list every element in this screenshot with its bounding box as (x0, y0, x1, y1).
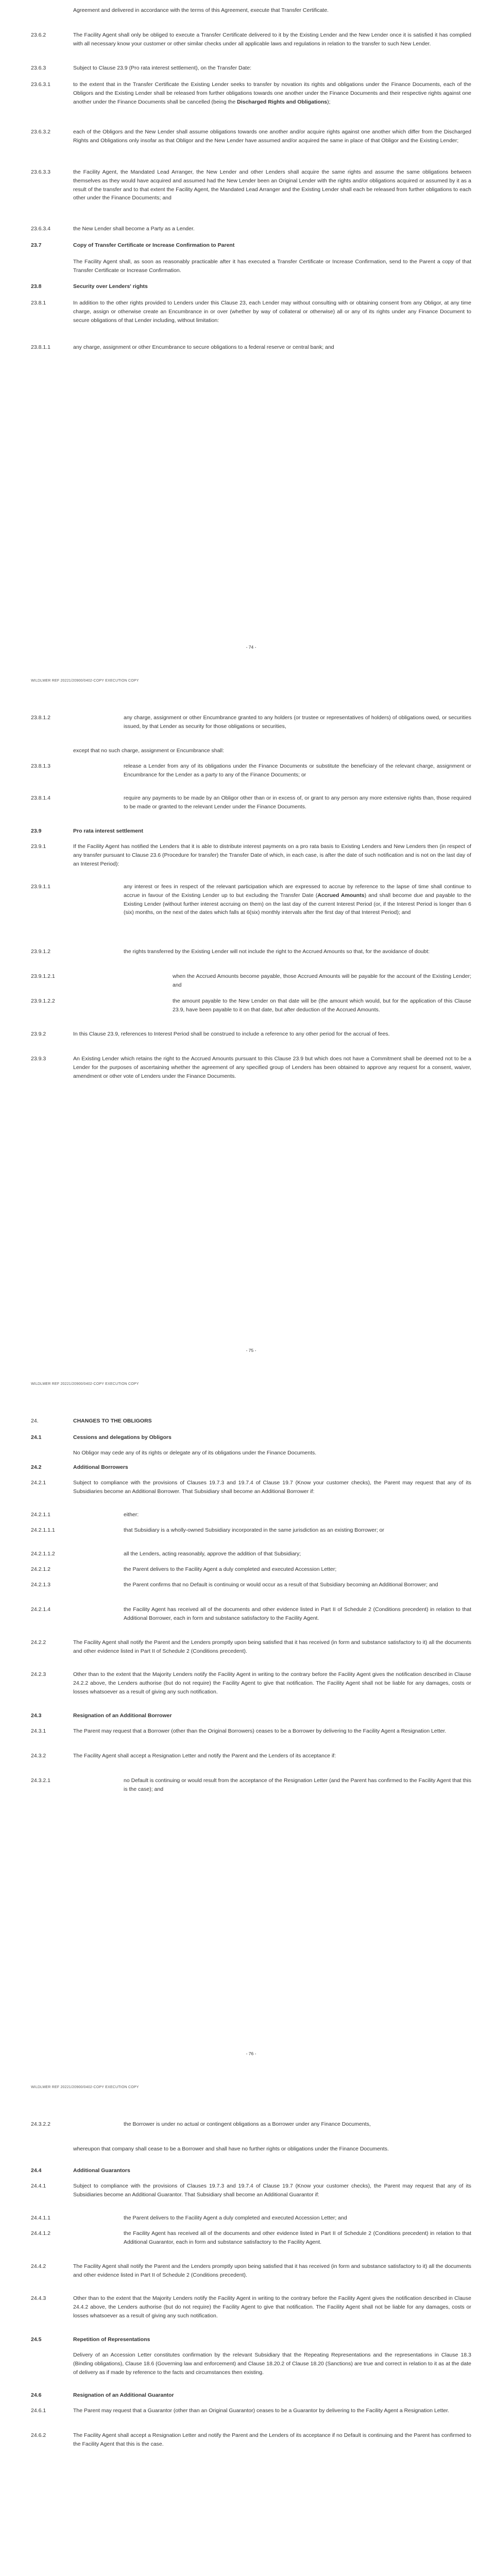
paragraph: that Subsidiary is a wholly-owned Subsidiary incorporated in the same jurisdiction as an existing Borrower; or (124, 1527, 384, 1533)
paragraph: Subject to Clause 23.9 (Pro rata interest settlement), on the Transfer Date: (73, 65, 252, 71)
clause-number: 24.2.1.1.2 (31, 1551, 55, 1557)
page-number: - 75 - (246, 1348, 256, 1353)
paragraph: Agreement and delivered in accordance with the terms of this Agreement, execute that Transfer Certificate. (73, 7, 329, 13)
paragraph: The Facility Agent shall accept a Resignation Letter and notify the Parent and the Lenders of its acceptance if: (73, 1753, 336, 1759)
paragraph: An Existing Lender which retains the right to the Accrued Amounts pursuant to this Clause 23.9 but which does not have a Commitment shall be deemed not to be a Lender for the purposes of ascertaining whether the agreement of any specified group of Lenders has been obtained to approve any request for a consent, waiver, amendment or other vote of Lenders under the Finance Documents. (73, 1056, 471, 1079)
paragraph: either: (124, 1512, 139, 1518)
clause-number: 24.2.1.4 (31, 1606, 50, 1613)
paragraph: The Parent may request that a Borrower (other than the Original Borrowers) ceases to be a Borrower by delivering to the Facility Agent a Resignation Letter. (73, 1728, 447, 1734)
clause-heading: Additional Borrowers (73, 1464, 128, 1470)
clause-heading: Security over Lenders' rights (73, 283, 148, 290)
paragraph: when the Accrued Amounts become payable, those Accrued Amounts will be payable for the account of the Existing Lender; and (173, 973, 471, 988)
paragraph: the New Lender shall become a Party as a Lender. (73, 226, 195, 232)
clause-number: 24.6.2 (31, 2432, 46, 2438)
clause-heading: Resignation of an Additional Guarantor (73, 2392, 174, 2398)
clause-number: 23.6.3.2 (31, 129, 50, 135)
clause-number: 24.2.1.1 (31, 1512, 50, 1518)
clause-number: 24.4.3 (31, 2295, 46, 2301)
clause-number: 24.2 (31, 1464, 42, 1470)
page-77 (0, 2110, 497, 2576)
page-number: - 76 - (246, 2051, 256, 2056)
clause-number: 23.8.1.4 (31, 795, 50, 801)
clause-number: 23.6.2 (31, 32, 46, 38)
paragraph: The Facility Agent shall notify the Parent and the Lenders promptly upon being satisfied that it has received (in form and substance satisfactory to it) all the documents and other evidence listed in Part II of Schedule 2 (Conditions precedent). (73, 1639, 471, 1654)
clause-number: 24.3.1 (31, 1728, 46, 1734)
footer-reference: WILDLMER REF 20221/20900/0402-COPY EXECUTION COPY (31, 679, 139, 683)
paragraph: Subject to compliance with the provisions of Clauses 19.7.3 and 19.7.4 of Clause 19.7 (Know your customer checks), the Parent may request that any of its Subsidiaries become an Additional Guarantor. That Subsidiary shall become an Additional Guarantor if: (73, 2183, 471, 2198)
paragraph: release a Lender from any of its obligations under the Finance Documents or substitute the beneficiary of the relevant charge, assignment or Encumbrance for the Lender as a party to any of the Finance Documents; or (124, 763, 471, 778)
paragraph: In this Clause 23.9, references to Interest Period shall be construed to include a reference to any other period for the accrual of fees. (73, 1031, 390, 1037)
clause-number: 24.1 (31, 1434, 42, 1440)
footer-reference: WILDLMER REF 20221/20900/0402-COPY EXECUTION COPY (31, 2086, 139, 2089)
clause-number: 23.8 (31, 283, 42, 290)
paragraph: require any payments to be made by an Obligor other than or in excess of, or grant to any person any more extensive rights than, those required to be made or granted to the relevant Lender under the Finance Documents. (124, 795, 471, 810)
clause-heading: Pro rata interest settlement (73, 828, 143, 834)
clause-number: 24.6 (31, 2392, 42, 2398)
paragraph: except that no such charge, assignment or Encumbrance shall: (73, 748, 224, 754)
clause-number: 24.2.1.1.1 (31, 1527, 55, 1533)
clause-heading: Repetition of Representations (73, 2336, 150, 2343)
clause-number: 23.6.3.1 (31, 81, 50, 88)
paragraph: Delivery of an Accession Letter constitutes confirmation by the relevant Subsidiary that the Repeating Representations and the representations in Clause 18.3 (Binding obligations), Clause 18.6 (Governing law and enforcement) and Clause 18.20.2 of Clause 18.20 (Sanctions) are true and correct in relation to it as at the date of delivery as if made by reference to the facts and circumstances then existing. (73, 2352, 471, 2376)
page-number: - 74 - (246, 645, 256, 650)
clause-number: 24.4.1.2 (31, 2230, 50, 2236)
clause-number: 23.9.1 (31, 843, 46, 850)
clause-number: 23.8.1 (31, 300, 46, 306)
clause-number: 23.9.1.2.1 (31, 973, 55, 979)
clause-number: 23.9.1.1 (31, 884, 50, 890)
clause-heading: Additional Guarantors (73, 2167, 130, 2174)
paragraph: the Facility Agent has received all of the documents and other evidence listed in Part II of Schedule 2 (Conditions precedent) in relation to that Additional Guarantor, each in form and substance satisfactory to the Facility Agent. (124, 2230, 471, 2245)
clause-number: 24.2.2 (31, 1639, 46, 1646)
paragraph: Subject to compliance with the provisions of Clauses 19.7.3 and 19.7.4 of Clause 19.7 (Know your customer checks), the Parent may request that any of its Subsidiaries become an Additional Borrower. That Subsidiary shall become an Additional Borrower if: (73, 1480, 471, 1495)
clause-number: 24. (31, 1418, 39, 1424)
clause-number: 24.3.2.1 (31, 1777, 50, 1784)
paragraph: Other than to the extent that the Majority Lenders notify the Facility Agent in writing to the contrary before the Facility Agent gives the notification described in Clause 24.4.2 above, the Lenders authorise (but do not require) the Facility Agent to give that notification. The Facility Agent shall not be liable for any damages, costs or losses whatsoever as a result of giving any such notification. (73, 2295, 471, 2319)
defined-term: Accrued Amounts (317, 892, 365, 899)
paragraph: The Facility Agent shall notify the Parent and the Lenders promptly upon being satisfied that it has received (in form and substance satisfactory to it) all the documents and other evidence listed in Part II of Schedule 2 (Conditions precedent). (73, 2263, 471, 2278)
clause-number: 23.9.1.2 (31, 948, 50, 955)
clause-heading: Cessions and delegations by Obligors (73, 1434, 172, 1440)
paragraph: the Facility Agent, the Mandated Lead Arranger, the New Lender and other Lenders shall acquire the same rights and assume the same obligations between themselves as they would have acquired and assumed had the New Lender been an Original Lender with the rights and/or obligations acquired or assumed by it as a result of the transfer and to that extent the Facility Agent, the Mandated Lead Arranger and the Existing Lender shall each be released from further obligations to each other under the Finance Documents; and (73, 169, 471, 201)
paragraph: the Borrower is under no actual or contingent obligations as a Borrower under any Finance Documents, (124, 2121, 371, 2127)
paragraph: to the extent that in the Transfer Certificate the Existing Lender seeks to transfer by novation its rights and obligations under the Finance Documents, each of the Obligors and the Existing Lender shall be released from further obligations towards one another under the Finance Documents and their respective rights against one another under the Finance Documents shall be cancelled (being the Discharged Rights and Obligations); (73, 81, 471, 105)
clause-number: 24.3.2.2 (31, 2121, 50, 2127)
clause-number: 24.5 (31, 2336, 42, 2343)
clause-number: 24.4.1.1 (31, 2215, 50, 2221)
clause-number: 24.4.2 (31, 2263, 46, 2269)
page-76 (0, 1406, 497, 2110)
paragraph: In addition to the other rights provided to Lenders under this Clause 23, each Lender may without consulting with or obtaining consent from any Obligor, at any time charge, assign or otherwise create an Encumbrance in or over (whether by way of collateral or otherwise) all or any of its rights under any Finance Document to secure obligations of that Lender including, without limitation: (73, 300, 471, 324)
page-75 (0, 703, 497, 1406)
clause-number: 23.8.1.2 (31, 715, 50, 721)
paragraph: Other than to the extent that the Majority Lenders notify the Facility Agent in writing to the contrary before the Facility Agent gives the notification described in Clause 24.2.2 above, the Lenders authorise (but do not require) the Facility Agent to give that notification. The Facility Agent shall not be liable for any damages, costs or losses whatsoever as a result of giving any such notification. (73, 1671, 471, 1695)
defined-term: Discharged Rights and Obligations (237, 98, 328, 105)
section-heading: CHANGES TO THE OBLIGORS (73, 1418, 152, 1424)
clause-number: 23.8.1.1 (31, 344, 50, 350)
paragraph: each of the Obligors and the New Lender shall assume obligations towards one another and/or acquire rights against one another which differ from the Discharged Rights and Obligations only insofar as that Obligor and the New Lender have assumed and/or acquired the same in place of that Obligor and the Existing Lender; (73, 129, 471, 144)
clause-number: 24.2.1.2 (31, 1566, 50, 1572)
paragraph: any charge, assignment or other Encumbrance granted to any holders (or trustee or representatives of holders) of obligations owed, or securities issued, by that Lender as security for those obligations or securities, (124, 715, 471, 730)
clause-number: 24.3 (31, 1713, 42, 1719)
clause-number: 23.6.3.4 (31, 226, 50, 232)
paragraph: the Parent delivers to the Facility Agent a duly completed and executed Accession Letter; and (124, 2215, 347, 2221)
footer-reference: WILDLMER REF 20221/20900/0402-COPY EXECUTION COPY (31, 1382, 139, 1386)
paragraph: The Facility Agent shall accept a Resignation Letter and notify the Parent and the Lenders of its acceptance if no Default is continuing and the Parent has confirmed to the Facility Agent that this is the case. (73, 2432, 471, 2447)
clause-number: 23.6.3 (31, 65, 46, 71)
clause-number: 24.3.2 (31, 1753, 46, 1759)
clause-number: 24.2.3 (31, 1671, 46, 1677)
clause-number: 24.4.1 (31, 2183, 46, 2189)
clause-heading: Copy of Transfer Certificate or Increase Confirmation to Parent (73, 242, 235, 248)
paragraph: the Parent confirms that no Default is continuing or would occur as a result of that Subsidiary becoming an Additional Borrower; and (124, 1582, 438, 1588)
clause-number: 23.6.3.3 (31, 169, 50, 175)
paragraph: all the Lenders, acting reasonably, approve the addition of that Subsidiary; (124, 1551, 301, 1557)
clause-number: 23.9 (31, 828, 42, 834)
clause-heading: Resignation of an Additional Borrower (73, 1713, 172, 1719)
paragraph: the Facility Agent has received all of the documents and other evidence listed in Part II of Schedule 2 (Conditions precedent) in relation to that Additional Borrower, each in form and substance satisfactory to the Facility Agent. (124, 1606, 471, 1621)
page-74 (0, 0, 497, 703)
clause-number: 23.8.1.3 (31, 763, 50, 769)
clause-number: 23.9.2 (31, 1031, 46, 1037)
paragraph: No Obligor may cede any of its rights or delegate any of its obligations under the Finance Documents. (73, 1450, 317, 1456)
clause-number: 23.9.1.2.2 (31, 998, 55, 1004)
paragraph: any interest or fees in respect of the relevant participation which are expressed to accrue by reference to the lapse of time shall continue to accrue in favour of the Existing Lender up to but excluding the Transfer Date (Accrued Amounts) and shall become due and payable to the Existing Lender (without further interest accruing on them) on the last day of the current Interest Period (or, if the Interest Period is longer than 6 (six) months, on the next of the dates which falls at 6(six) monthly intervals after the first day of that Interest Period); and (124, 884, 471, 916)
paragraph: no Default is continuing or would result from the acceptance of the Resignation Letter (and the Parent has confirmed to the Facility Agent that this is the case); and (124, 1777, 471, 1792)
paragraph: The Facility Agent shall only be obliged to execute a Transfer Certificate delivered to it by the Existing Lender and the New Lender once it is satisfied it has complied with all necessary know your customer or other similar checks under all applicable laws and regulations in relation to the transfer to such New Lender. (73, 32, 471, 47)
clause-number: 24.6.1 (31, 2408, 46, 2414)
paragraph: whereupon that company shall cease to be a Borrower and shall have no further rights or obligations under the Finance Documents. (73, 2146, 389, 2152)
clause-number: 23.9.3 (31, 1056, 46, 1062)
clause-number: 24.4 (31, 2167, 42, 2174)
clause-number: 23.7 (31, 242, 42, 248)
paragraph: the amount payable to the New Lender on that date will be (the amount which would, but for the application of this Clause 23.9, have been payable to it on that date, but after deduction of the Accrued Amounts. (173, 998, 471, 1013)
clause-number: 24.2.1 (31, 1480, 46, 1486)
paragraph: If the Facility Agent has notified the Lenders that it is able to distribute interest payments on a pro rata basis to Existing Lenders and New Lenders then (in respect of any transfer pursuant to Clause 23.6 (Procedure for transfer) the Transfer Date of which, in each case, is after the date of such notification and is not on the last day of an Interest Period): (73, 843, 471, 867)
paragraph: any charge, assignment or other Encumbrance to secure obligations to a federal reserve or central bank; and (73, 344, 334, 350)
paragraph: The Parent may request that a Guarantor (other than an Original Guarantor) ceases to be a Guarantor by delivering to the Facility Agent a Resignation Letter. (73, 2408, 450, 2414)
paragraph: the rights transferred by the Existing Lender will not include the right to the Accrued Amounts so that, for the avoidance of doubt: (124, 948, 430, 955)
paragraph: the Parent delivers to the Facility Agent a duly completed and executed Accession Letter; (124, 1566, 337, 1572)
clause-number: 24.2.1.3 (31, 1582, 50, 1588)
paragraph: The Facility Agent shall, as soon as reasonably practicable after it has executed a Transfer Certificate or Increase Confirmation, send to the Parent a copy of that Transfer Certificate or Increase Confirmation. (73, 259, 471, 274)
